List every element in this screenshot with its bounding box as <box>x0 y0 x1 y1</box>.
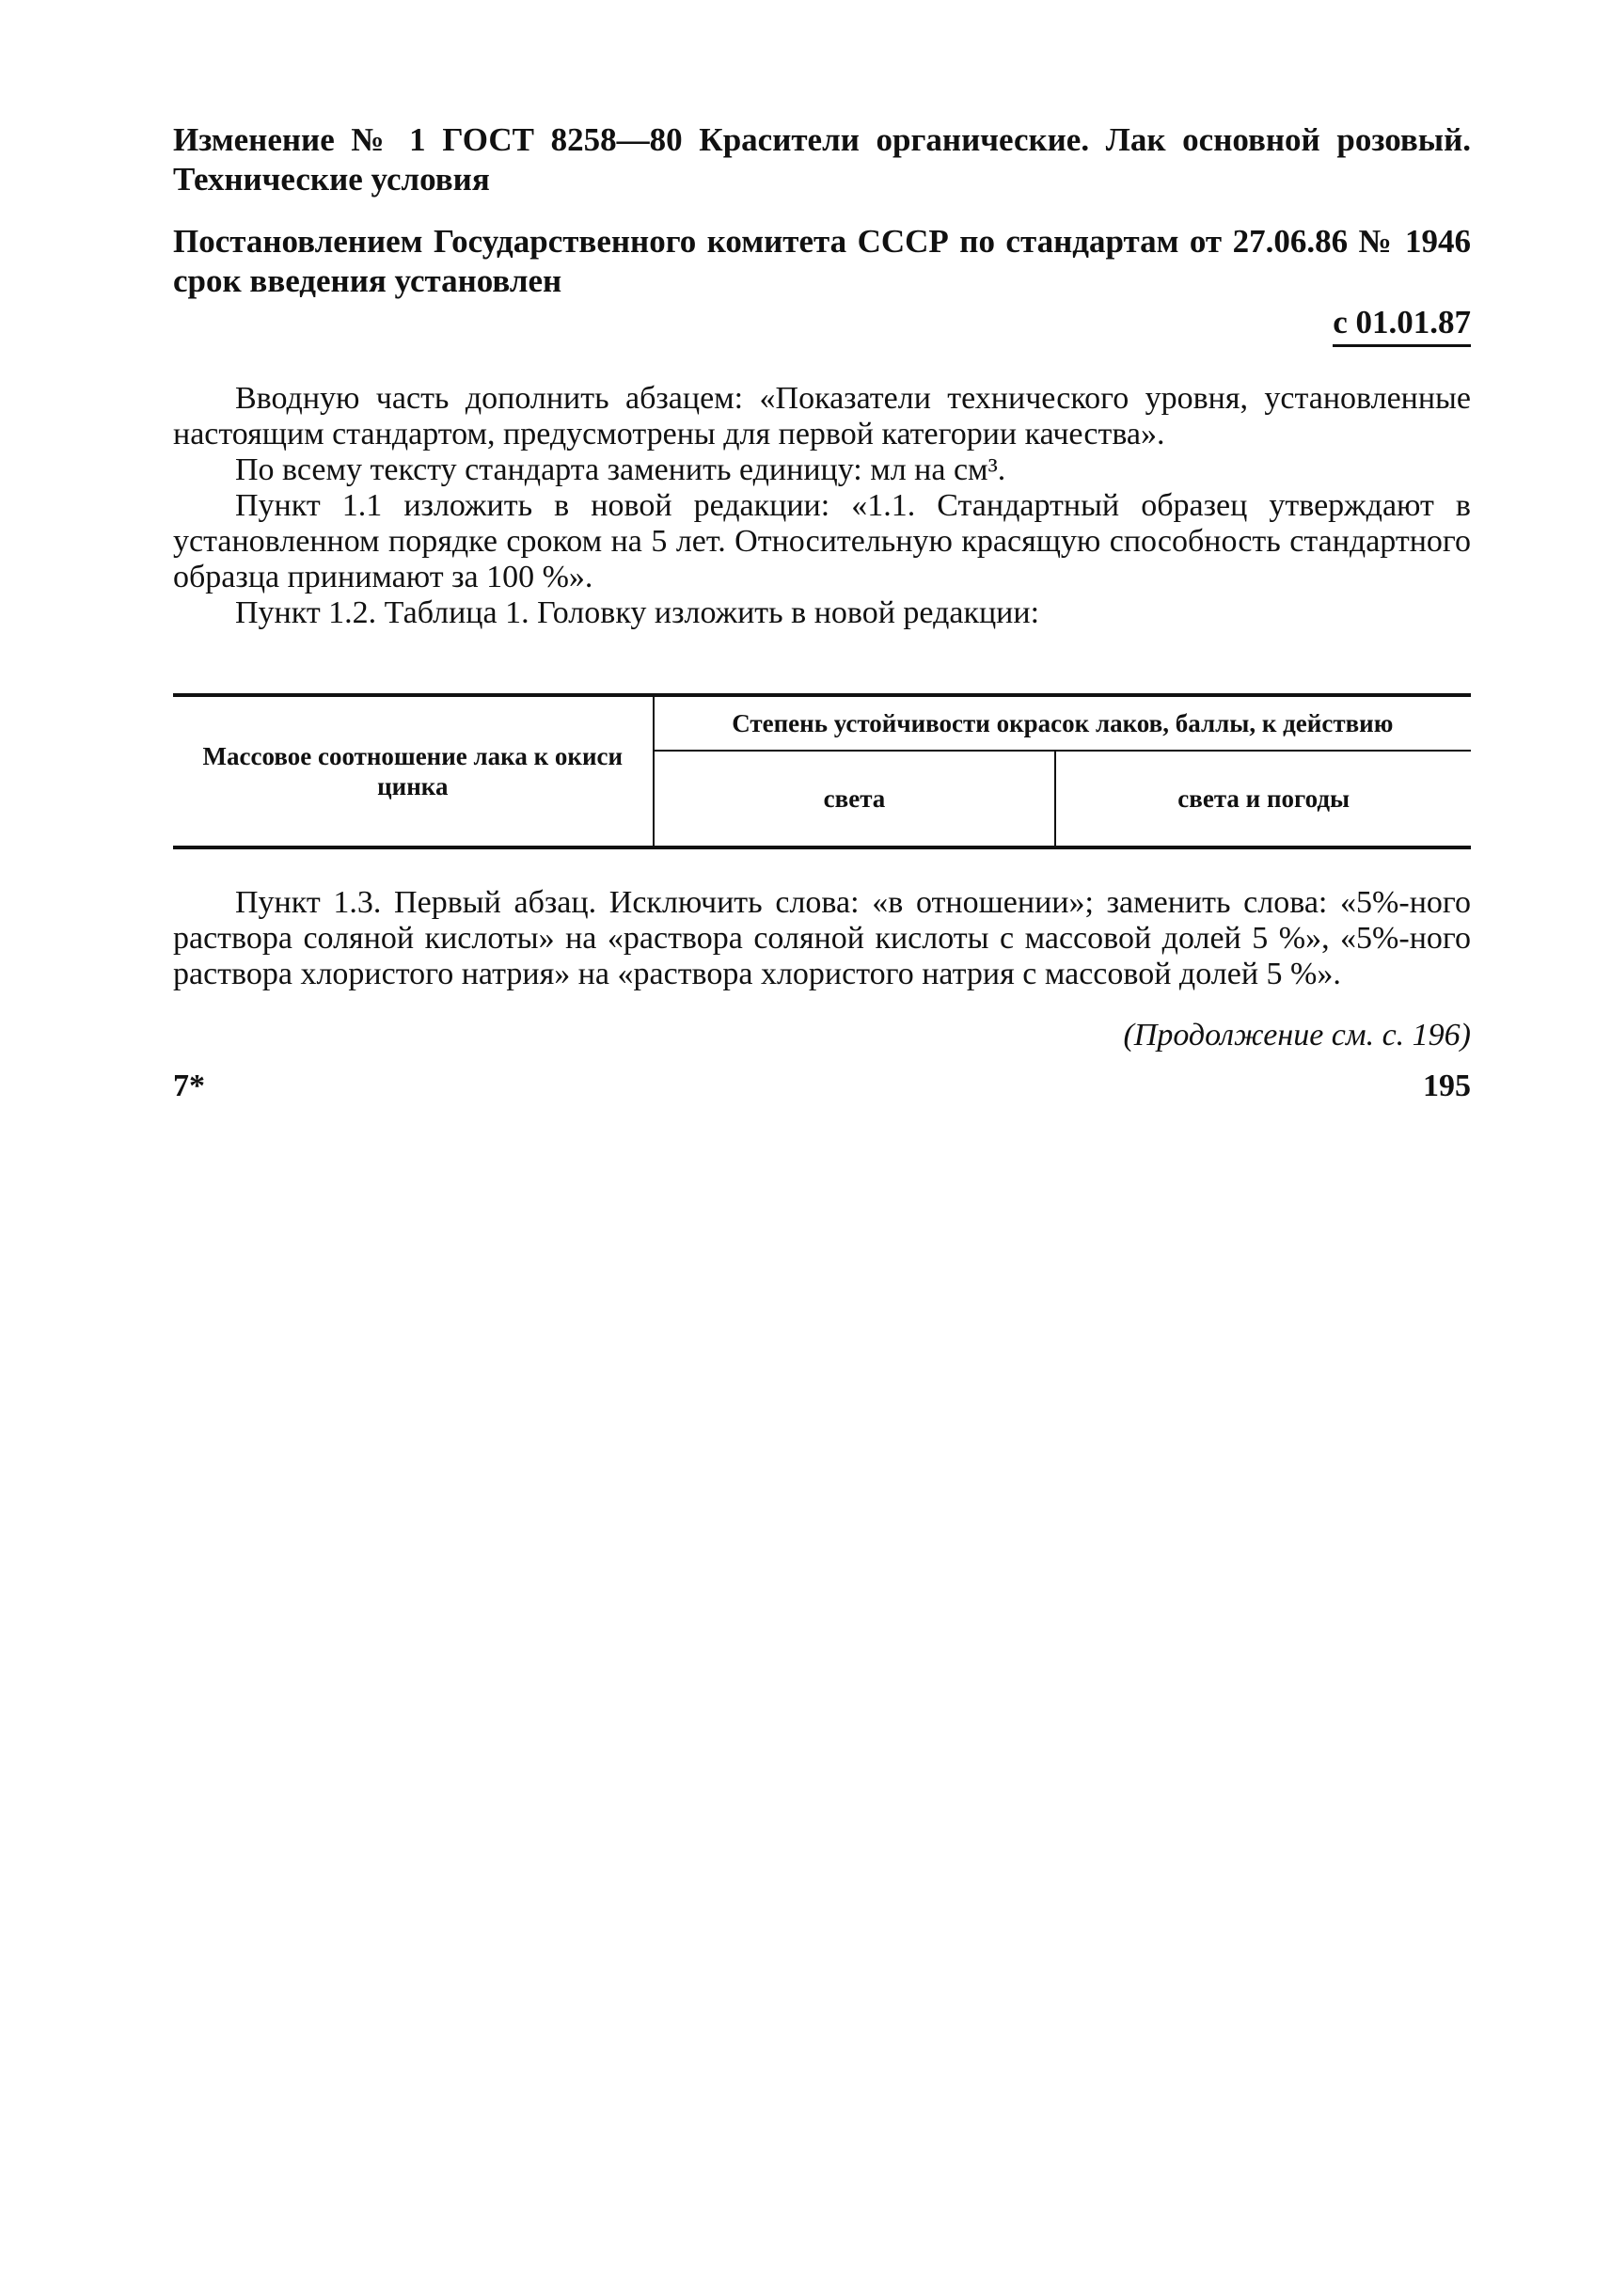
paragraph-intro: Вводную часть дополнить абзацем: «Показатели технического уровня, установленные настоящим стандартом, предусмотрены для первой категории качества». <box>173 381 1471 451</box>
paragraph-clause-1-2: Пункт 1.2. Таблица 1. Головку изложить в новой редакции: <box>235 595 1040 630</box>
paragraph-clause-1-3: Пункт 1.3. Первый абзац. Исключить слова: «в отношении»; заменить слова: «5%-ного раствора соляной кислоты» на «раствора соляной кислоты с массовой долей 5 %», «5%-ного раствора хлористого натрия» на «раствора хлористого натрия с массовой долей 5 %». <box>173 885 1471 991</box>
signature-mark: 7* <box>173 1069 205 1103</box>
continuation-note: (Продолжение см. с. 196) <box>1123 1018 1471 1053</box>
col-light-header: света <box>654 751 1056 846</box>
col-fastness-group-header: Степень устойчивости окрасок лаков, баллы, к действию <box>654 697 1471 751</box>
paragraph-units: По всему тексту стандарта заменить единицу: мл на см³. <box>235 452 1006 487</box>
col-mass-ratio-header: Массовое соотношение лака к окиси цинка <box>173 697 654 846</box>
page-number: 195 <box>1423 1069 1471 1103</box>
paragraph-clause-1-1: Пункт 1.1 изложить в новой редакции: «1.1. Стандартный образец утверждают в установленном порядке сроком на 5 лет. Относительную красящую способность стандартного образца принимают за 100 %». <box>173 488 1471 594</box>
effective-date: с 01.01.87 <box>1333 303 1471 347</box>
page-footer <box>173 1068 1471 1105</box>
document-page <box>173 120 1471 1105</box>
amendment-title: Изменение № 1 ГОСТ 8258—80 Красители органические. Лак основной розовый. Технические условия <box>173 121 1471 198</box>
decree-line: Постановлением Государственного комитета СССР по стандартам от 27.06.86 № 1946 срок введения установлен <box>173 223 1471 299</box>
effective-date-row <box>173 303 1471 347</box>
table-1-header <box>173 693 1471 849</box>
col-light-weather-header: света и погоды <box>1177 784 1350 813</box>
amendment-body <box>173 381 1471 1105</box>
